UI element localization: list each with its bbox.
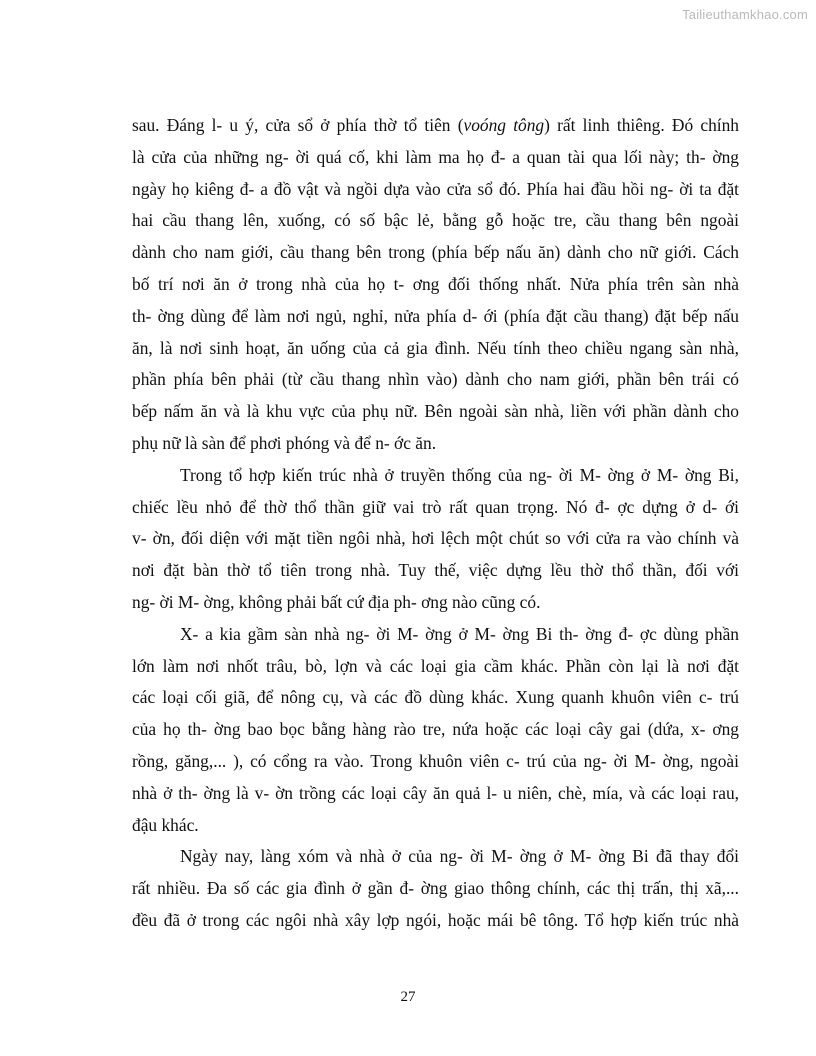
watermark: Tailieuthamkhao.com <box>682 7 808 22</box>
text-line: rồng, găng,... ), có cổng ra vào. Trong khuôn viên c- trú của ng- ời M- ờng, ngoài <box>132 750 739 771</box>
text-line: là cửa của những ng- ời quá cố, khi làm ma họ đ- a quan tài qua lối này; th- ờng <box>132 146 739 167</box>
page-number: 27 <box>400 989 416 1005</box>
text-line: nhà ở th- ờng là v- ờn trồng các loại cây ăn quả l- u niên, chè, mía, và các loại rau, <box>132 782 739 803</box>
text-line: v- ờn, đối diện với mặt tiền ngôi nhà, hơi lệch một chút so với cửa ra vào chính và <box>132 528 739 549</box>
text-line: phụ nữ là sàn để phơi phóng và để n- ớc ăn. <box>132 432 437 453</box>
text-line: hai cầu thang lên, xuống, có số bậc lẻ, bằng gỗ hoặc tre, cầu thang bên ngoài <box>132 210 739 231</box>
text-line: Trong tổ hợp kiến trúc nhà ở truyền thống của ng- ời M- ờng ở M- ờng Bi, <box>180 464 739 485</box>
text-line: Ngày nay, làng xóm và nhà ở của ng- ời M- ờng ở M- ờng Bi đã thay đổi <box>180 846 739 867</box>
text-line: th- ờng dùng để làm nơi ngủ, nghỉ, nửa phía d- ới (phía đặt cầu thang) đặt bếp nấu <box>132 305 739 326</box>
text-line: các loại cối giã, để nông cụ, và các đồ dùng khác. Xung quanh khuôn viên c- trú <box>132 687 739 708</box>
text-line: chiếc lều nhỏ để thờ thổ thần giữ vai trò rất quan trọng. Nó đ- ợc dựng ở d- ới <box>132 496 739 517</box>
text-line: rất nhiều. Đa số các gia đình ở gần đ- ờng giao thông chính, các thị trấn, thị xã,... <box>132 878 739 899</box>
text-line: ngày họ kiêng đ- a đồ vật và ngồi dựa vào cửa sổ đó. Phía hai đầu hồi ng- ời ta đặt <box>132 178 739 199</box>
text-line: X- a kia gầm sàn nhà ng- ời M- ờng ở M- ờng Bi th- ờng đ- ợc dùng phần <box>180 623 739 644</box>
text-line: của họ th- ờng bao bọc bằng hàng rào tre, nứa hoặc các loại cây gai (dứa, x- ơng <box>132 719 739 740</box>
text-line: ng- ời M- ờng, không phải bất cứ địa ph- ơng nào cũng có. <box>132 591 541 612</box>
text-line: nơi đặt bàn thờ tổ tiên trong nhà. Tuy thế, việc dựng lều thờ thổ thần, đối với <box>132 560 739 581</box>
text-line: bố trí nơi ăn ở trong nhà của họ t- ơng đối thống nhất. Nửa phía trên sàn nhà <box>132 273 739 294</box>
text-line: sau. Đáng l- u ý, cửa sổ ở phía thờ tổ tiên (voóng tông) rất linh thiêng. Đó chính <box>132 115 739 135</box>
italic-term: voóng tông <box>463 115 545 135</box>
text-line: đậu khác. <box>132 814 199 835</box>
text-line: ăn, là nơi sinh hoạt, ăn uống của cả gia đình. Nếu tính theo chiều ngang sàn nhà, <box>132 337 739 358</box>
text-line: dành cho nam giới, cầu thang bên trong (phía bếp nấu ăn) dành cho nữ giới. Cách <box>132 242 739 263</box>
text-line: đều đã ở trong các ngôi nhà xây lợp ngói, hoặc mái bê tông. Tổ hợp kiến trúc nhà <box>132 909 739 930</box>
text-line: lớn làm nơi nhốt trâu, bò, lợn và các loại gia cầm khác. Phần còn lại là nơi đặt <box>132 655 739 676</box>
text-line: bếp nấm ăn và là khu vực của phụ nữ. Bên ngoài sàn nhà, liền với phần dành cho <box>132 401 739 422</box>
text-line: phần phía bên phải (từ cầu thang nhìn vào) dành cho nam giới, phần bên trái có <box>132 369 739 390</box>
body-text <box>132 110 739 937</box>
